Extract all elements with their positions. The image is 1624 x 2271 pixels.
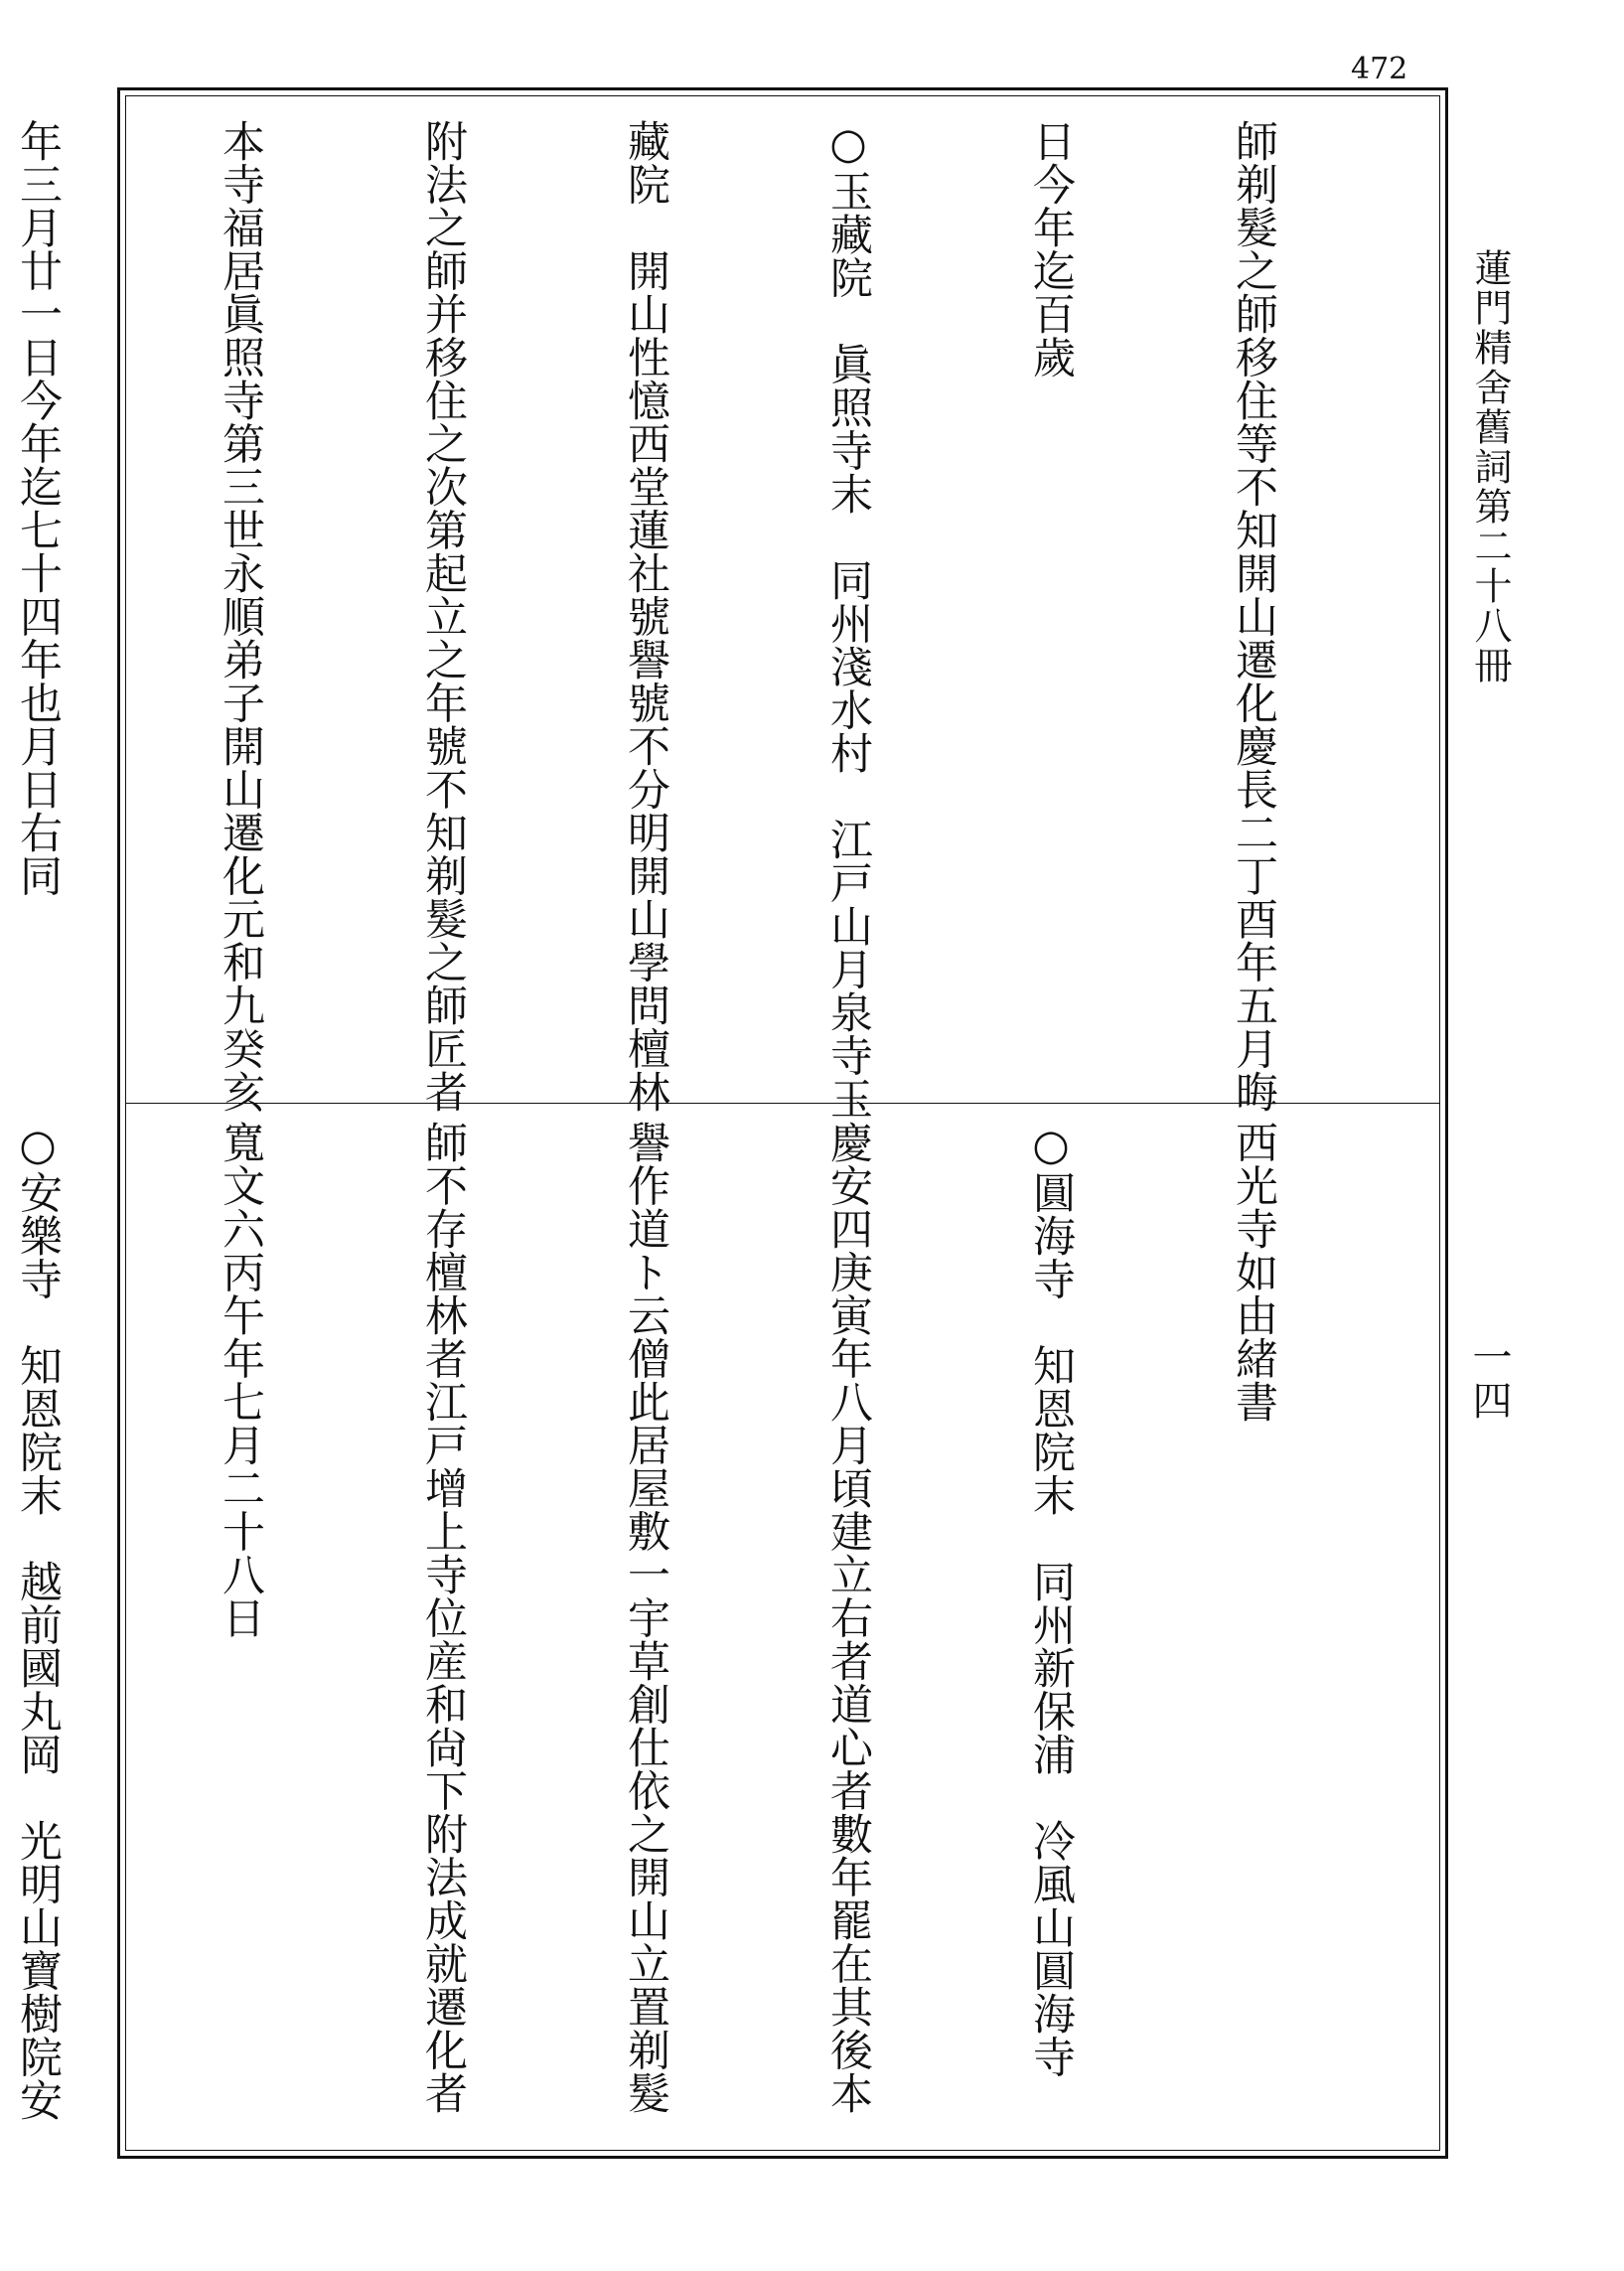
text-column: 譽作道ト云僧此居屋敷一宇草創仕依之開山立置剃髮 <box>621 1121 670 2115</box>
folio-number: 一四 <box>1466 1336 1512 1424</box>
text-column: 師不存檀林者江戸增上寺位産和尙下附法成就遷化者 <box>418 1121 468 2115</box>
text-column: 年三月廿一日今年迄七十四年也月日右同 <box>13 119 63 897</box>
text-column: 附法之師并移住之次第起立之年號不知剃髮之師匠者 <box>418 119 468 1114</box>
text-column: 日今年迄百歲 <box>1026 119 1076 378</box>
page-number: 472 <box>1351 52 1408 86</box>
text-column: ○玉藏院 眞照寺末 同州淺水村 江戸山月泉寺玉 <box>823 119 873 1121</box>
text-column: ○圓海寺 知恩院末 同州新保浦 冷風山圓海寺 <box>1026 1121 1076 2078</box>
text-column: 本寺福居眞照寺第三世永順弟子開山遷化元和九癸亥 <box>216 119 265 1114</box>
text-column: 藏院 開山性憶西堂蓮社號譽號不分明開山學問檀林 <box>621 119 670 1114</box>
text-column: 西光寺如由緒書 <box>1229 1121 1278 1424</box>
running-header: 蓮門精舍舊詞第二十八冊 <box>1468 248 1512 685</box>
lower-text-block <box>13 1121 1422 2129</box>
text-column: 慶安四庚寅年八月頃建立右者道心者數年罷在其後本 <box>823 1121 873 2115</box>
text-column: ○安樂寺 知恩院末 越前國丸岡 光明山寶樹院安 <box>13 1121 63 2122</box>
text-column: 師剃髮之師移住等不知開山遷化慶長二丁酉年五月晦 <box>1229 119 1278 1114</box>
upper-text-block <box>13 119 1422 1121</box>
text-column: 寬文六丙午年七月二十八日 <box>216 1121 265 1639</box>
